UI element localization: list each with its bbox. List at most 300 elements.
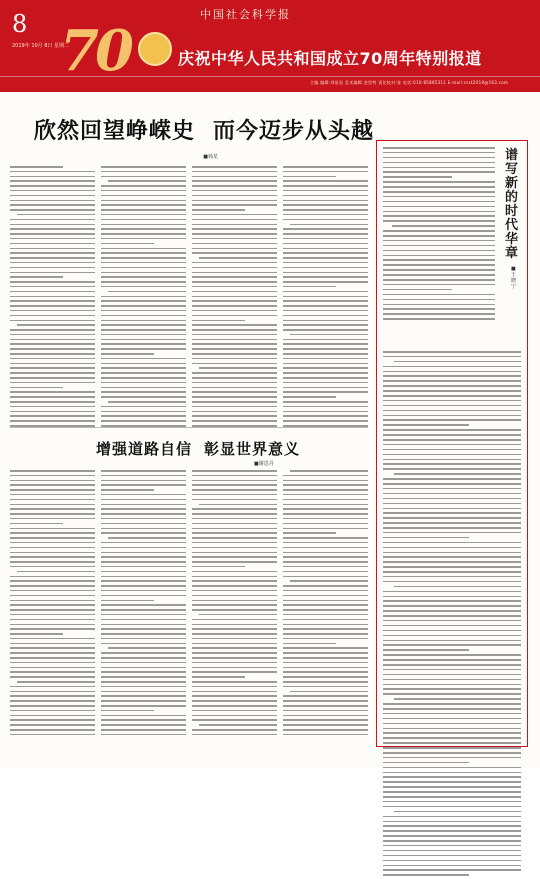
text-line [283,657,368,659]
text-line [192,214,277,216]
text-line [283,401,368,403]
second-body-column [192,470,277,739]
text-line [394,698,521,700]
text-line [101,214,186,216]
text-line [10,705,95,707]
text-line [383,419,521,421]
lead-body-column [10,166,95,430]
text-line [10,339,95,341]
text-line [383,483,521,485]
text-line [283,233,368,235]
text-line [192,695,277,697]
text-line [192,484,277,486]
text-line [283,228,368,230]
text-line [10,724,95,726]
text-line [283,248,368,250]
text-line [192,518,277,520]
text-line [101,662,186,664]
text-line [383,762,469,764]
text-line [101,324,186,326]
text-line [283,204,368,206]
text-line [101,734,186,736]
text-line [192,580,277,582]
text-line [10,494,95,496]
text-line [192,401,277,403]
text-line [192,252,277,254]
text-line [383,581,521,583]
text-line [10,363,95,365]
text-line [192,248,277,250]
second-body-column [101,470,186,739]
text-line [101,296,186,298]
text-line [283,320,368,322]
text-line [10,267,95,269]
text-line [383,688,521,690]
text-line [10,166,63,168]
text-line [10,700,95,702]
text-line [283,329,368,331]
lead-headline-part1: 欣然回望峥嵘史 [34,119,196,144]
text-line [101,667,186,669]
text-line [10,281,95,283]
text-line [290,334,368,336]
text-line [192,343,277,345]
text-line [283,681,368,683]
text-line [10,638,95,640]
text-line [192,576,277,578]
text-line [383,318,495,320]
text-line [283,363,368,365]
text-line [283,705,368,707]
text-line [101,628,186,630]
text-line [108,537,186,539]
text-line [101,391,186,393]
text-line [199,367,277,369]
text-line [17,214,95,216]
text-line [383,571,521,573]
text-line [10,358,95,360]
text-line [283,628,368,630]
text-line [101,518,186,520]
text-line [283,387,368,389]
text-line [10,566,95,568]
text-line [192,406,277,408]
text-line [383,508,521,510]
text-line [283,382,368,384]
text-line [383,264,495,266]
text-line [192,552,277,554]
text-line [283,643,336,645]
text-line [283,180,368,182]
text-line [17,681,95,683]
text-line [192,310,277,312]
text-line [101,715,186,717]
text-line [283,671,368,673]
text-line [192,300,277,302]
text-line [290,580,368,582]
text-line [101,315,186,317]
text-line [192,643,277,645]
text-line [383,235,495,237]
text-line [383,196,495,198]
text-line [383,742,521,744]
text-line [283,609,368,611]
text-line [283,518,368,520]
text-line [383,772,521,774]
text-line [192,387,277,389]
text-line [101,411,186,413]
text-line [283,542,368,544]
text-line [10,305,95,307]
text-line [192,377,277,379]
text-line [10,228,95,230]
text-line [10,556,95,558]
text-line [10,243,95,245]
text-line [101,475,186,477]
text-line [283,372,368,374]
text-line [383,776,521,778]
text-line [192,372,277,374]
text-line [101,272,186,274]
text-line [192,233,277,235]
text-line [10,377,95,379]
text-line [383,410,521,412]
text-line [101,528,186,530]
text-line [101,604,186,606]
text-line [192,281,277,283]
text-line [283,724,368,726]
text-line [101,489,154,491]
text-line [383,400,521,402]
text-line [383,615,521,617]
text-line [383,825,521,827]
text-line [10,420,95,422]
text-line [192,204,277,206]
text-line [101,624,186,626]
text-line [192,595,277,597]
lead-body-column [101,166,186,430]
text-line [10,329,95,331]
text-line [192,523,277,525]
text-line [10,334,95,336]
text-line [101,420,186,422]
second-body-column [10,470,95,739]
text-line [192,470,277,472]
text-line [283,195,368,197]
text-line [283,523,368,525]
text-line [199,614,277,616]
text-line [283,348,368,350]
text-line [101,166,186,168]
text-line [383,860,521,862]
text-line [383,215,495,217]
text-line [383,552,521,554]
text-line [10,372,95,374]
text-line [283,475,368,477]
text-line [192,710,277,712]
text-line [383,255,495,257]
text-line [383,659,521,661]
text-line [283,358,368,360]
text-line [192,537,277,539]
text-line [10,248,95,250]
text-line [192,348,277,350]
text-line [383,201,495,203]
text-line [283,281,368,283]
text-line [290,691,368,693]
text-line [383,591,521,593]
text-line [383,269,495,271]
text-line [101,600,154,602]
text-line [10,647,95,649]
text-line [192,391,277,393]
second-body-columns [10,470,368,739]
text-line [10,475,95,477]
text-line [192,305,277,307]
text-line [383,429,521,431]
text-line [10,580,95,582]
text-line [383,463,521,465]
text-line [192,382,277,384]
text-line [101,281,186,283]
text-line [199,504,277,506]
text-line [283,537,368,539]
text-line [10,484,95,486]
text-line [101,542,186,544]
text-line [101,652,186,654]
text-line [383,181,495,183]
text-line [10,396,95,398]
text-line [17,324,95,326]
text-line [383,415,521,417]
text-line [192,662,277,664]
text-line [283,561,368,563]
text-line [101,484,186,486]
text-line [101,228,186,230]
text-line [101,686,186,688]
text-line [10,619,95,621]
text-line [383,395,521,397]
text-line [101,382,186,384]
text-line [10,513,95,515]
text-line [283,200,368,202]
sidebar-byline: ■王晓宁 [511,266,517,290]
text-line [394,361,521,363]
text-line [383,547,521,549]
text-line [283,552,368,554]
text-line [383,259,495,261]
text-line [101,710,154,712]
text-line [101,185,186,187]
text-line [283,310,368,312]
text-line [10,200,95,202]
text-line [10,401,95,403]
text-line [383,821,521,823]
text-line [101,681,186,683]
text-line [101,300,186,302]
text-line [383,434,521,436]
text-line [192,190,277,192]
text-line [10,480,95,482]
text-line [101,224,186,226]
text-line [101,243,154,245]
text-line [383,220,495,222]
text-line [283,214,368,216]
text-line [283,528,368,530]
text-line [192,358,277,360]
text-line [383,157,495,159]
text-line [101,561,186,563]
second-body-column [283,470,368,739]
text-line [283,272,368,274]
text-line [383,230,495,232]
text-line [192,628,277,630]
text-line [192,286,277,288]
text-line [383,620,521,622]
text-line [192,638,277,640]
second-headline-part2: 彰显世界意义 [204,440,301,458]
text-line [383,512,521,514]
text-line [101,614,186,616]
text-line [383,703,521,705]
text-line [10,508,95,510]
text-line [192,499,277,501]
lead-body-columns [10,166,368,430]
text-line [101,499,186,501]
text-line [101,576,186,578]
text-line [10,585,95,587]
text-line [283,377,368,379]
text-line [283,315,368,317]
text-line [283,556,368,558]
text-line [283,190,368,192]
second-byline: ■谢思丹 [254,461,274,467]
text-line [283,590,368,592]
text-line [101,286,186,288]
text-line [10,633,63,635]
text-line [283,600,368,602]
sidebar-article [376,140,528,747]
text-line [283,508,368,510]
second-headline-part1: 增强道路自信 [96,440,193,458]
text-line [383,664,521,666]
text-line [283,262,368,264]
text-line [101,262,186,264]
text-line [383,644,521,646]
text-line [283,367,368,369]
text-line [192,238,277,240]
text-line [383,840,521,842]
text-line [101,329,186,331]
text-line [192,363,277,365]
text-line [383,874,469,876]
text-line [283,411,368,413]
text-line [283,576,368,578]
text-line [101,195,186,197]
text-line [10,272,95,274]
text-line [192,652,277,654]
text-line [383,449,521,451]
text-line [192,228,277,230]
text-line [101,190,186,192]
text-line [10,734,95,736]
text-line [10,180,95,182]
text-line [383,279,495,281]
text-line [383,289,452,291]
text-line [101,353,154,355]
text-line [101,248,186,250]
text-line [10,411,95,413]
text-line [192,180,277,182]
text-line [383,488,521,490]
text-line [192,489,277,491]
text-line [283,391,368,393]
text-line [101,204,186,206]
text-line [10,238,95,240]
text-line [10,518,95,520]
text-line [283,566,368,568]
text-line [192,411,277,413]
text-line [10,523,63,525]
text-line [10,499,95,501]
text-line [101,638,186,640]
text-line [383,728,521,730]
text-line [383,566,521,568]
text-line [383,313,495,315]
lead-body-column [283,166,368,430]
page-number: 8 [12,10,28,38]
text-line [283,494,368,496]
text-line [101,571,186,573]
text-line [192,272,277,274]
text-line [192,494,277,496]
text-line [10,367,95,369]
text-line [383,542,521,544]
text-line [192,566,245,568]
text-line [283,715,368,717]
text-line [192,556,277,558]
text-line [101,705,186,707]
text-line [283,324,368,326]
text-line [10,171,95,173]
text-line [199,257,277,259]
text-line [283,339,368,341]
text-line [10,348,95,350]
text-line [283,396,336,398]
text-line [383,796,521,798]
text-line [10,470,95,472]
text-line [101,320,186,322]
text-line [101,276,186,278]
text-line [101,267,186,269]
text-line [101,305,186,307]
text-line [10,489,95,491]
text-line [383,176,452,178]
text-line [192,291,277,293]
text-line [383,684,521,686]
anniversary-70-logo: 70 [60,18,130,84]
text-line [192,185,277,187]
text-line [10,537,95,539]
text-line [192,243,277,245]
text-line [101,209,186,211]
text-line [101,494,186,496]
text-line [383,850,521,852]
text-line [383,630,521,632]
text-line [383,718,521,720]
text-line [283,300,368,302]
text-line [192,700,277,702]
